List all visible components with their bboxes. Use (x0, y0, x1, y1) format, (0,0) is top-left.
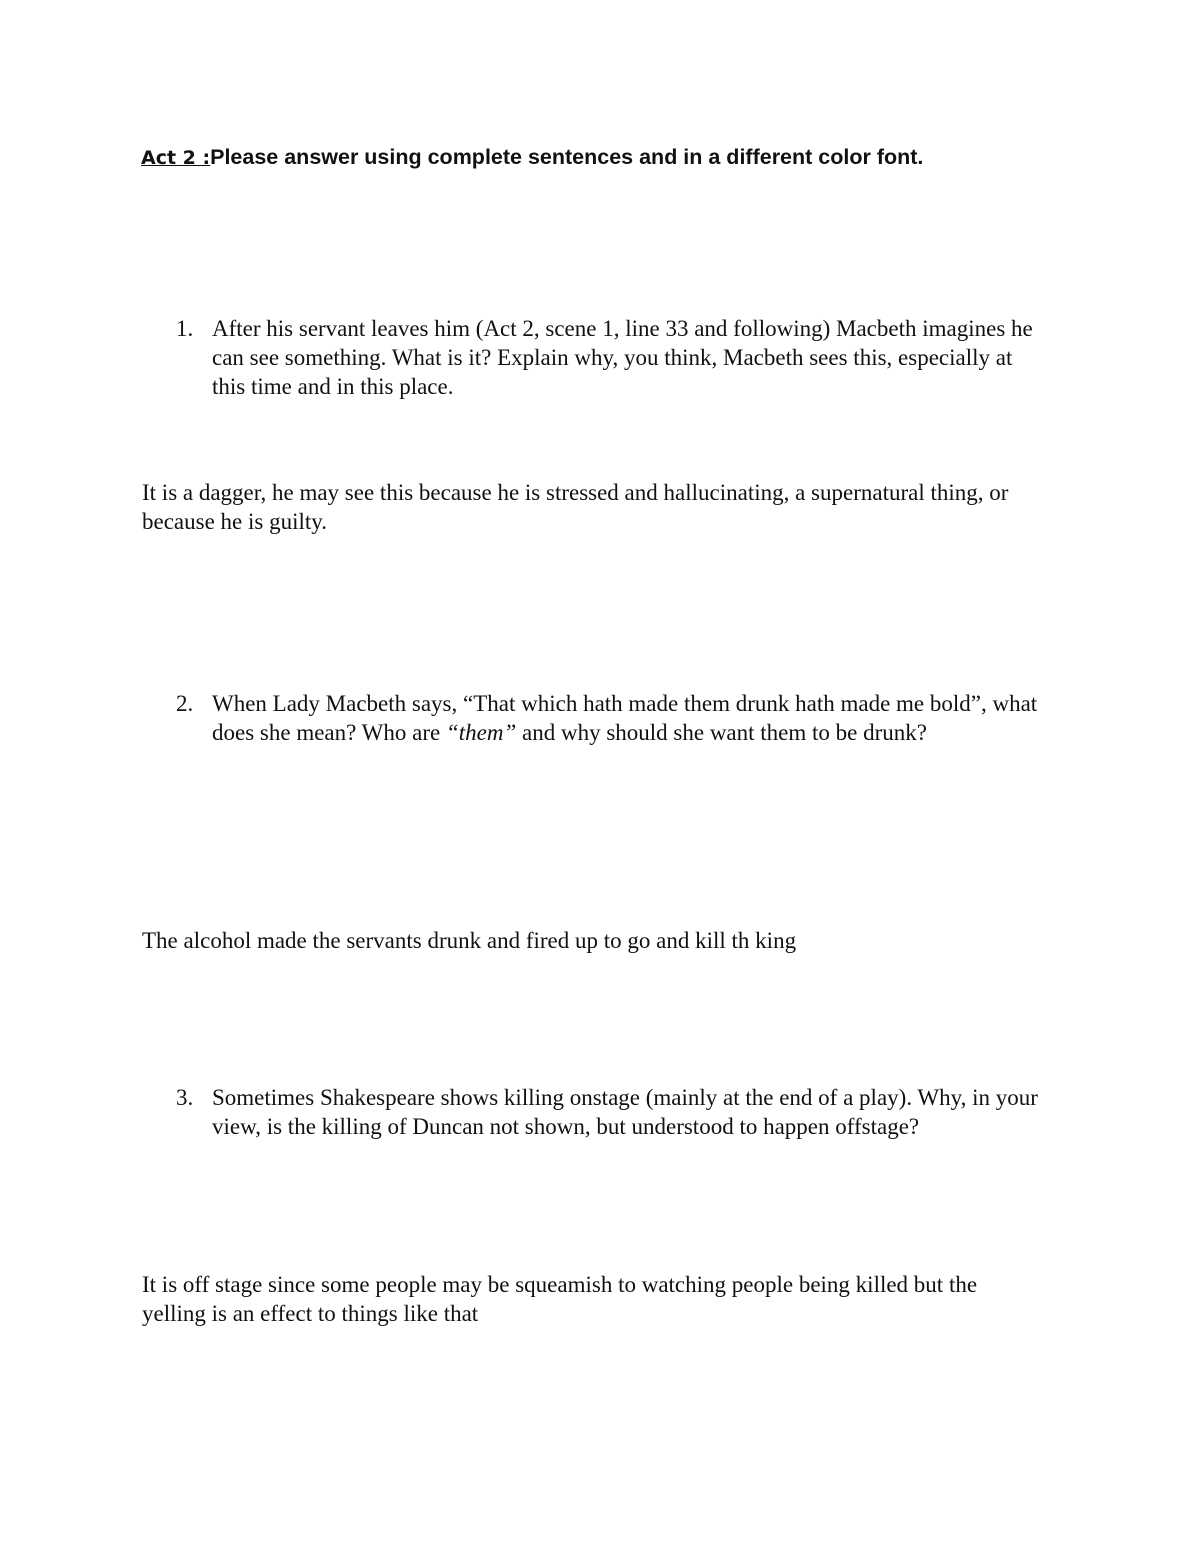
question-text-part: and why should she want them to be drunk? (516, 720, 927, 745)
question-number: 3. (176, 1085, 194, 1110)
answer-1: It is a dagger, he may see this because he is stressed and hallucinating, a supernatural thing, or because he is guilty. (142, 480, 1009, 534)
question-text: After his servant leaves him (Act 2, scene 1, line 33 and following) Macbeth imagines he can see something. What is it? Explain why, you think, Macbeth sees this, especially at this time and in this place. (212, 316, 1033, 399)
question-number: 1. (176, 316, 194, 341)
question-text-part: When Lady Macbeth says, “That which hath made them drunk hath made me bold”, what does she mean? Who are (212, 691, 1038, 745)
answer-3: It is off stage since some people may be squeamish to watching people being killed but the yelling is an effect to things like that (142, 1272, 978, 1326)
question-2 (165, 689, 1045, 747)
answer-2: The alcohol made the servants drunk and fired up to go and kill th king (142, 928, 797, 953)
question-1 (165, 314, 1045, 401)
question-text: Sometimes Shakespeare shows killing onstage (mainly at the end of a play). Why, in your view, is the killing of Duncan not shown, but understood to happen offstage? (212, 1085, 1038, 1139)
question-text (212, 689, 1045, 747)
page-heading (141, 142, 1101, 173)
question-text-emphasis: “them” (445, 720, 517, 745)
question-number: 2. (176, 691, 194, 716)
instructions-text: Please answer using complete sentences and in a different color font. (210, 145, 924, 169)
act-label: Act 2 : (141, 147, 211, 169)
question-3 (165, 1083, 1045, 1141)
